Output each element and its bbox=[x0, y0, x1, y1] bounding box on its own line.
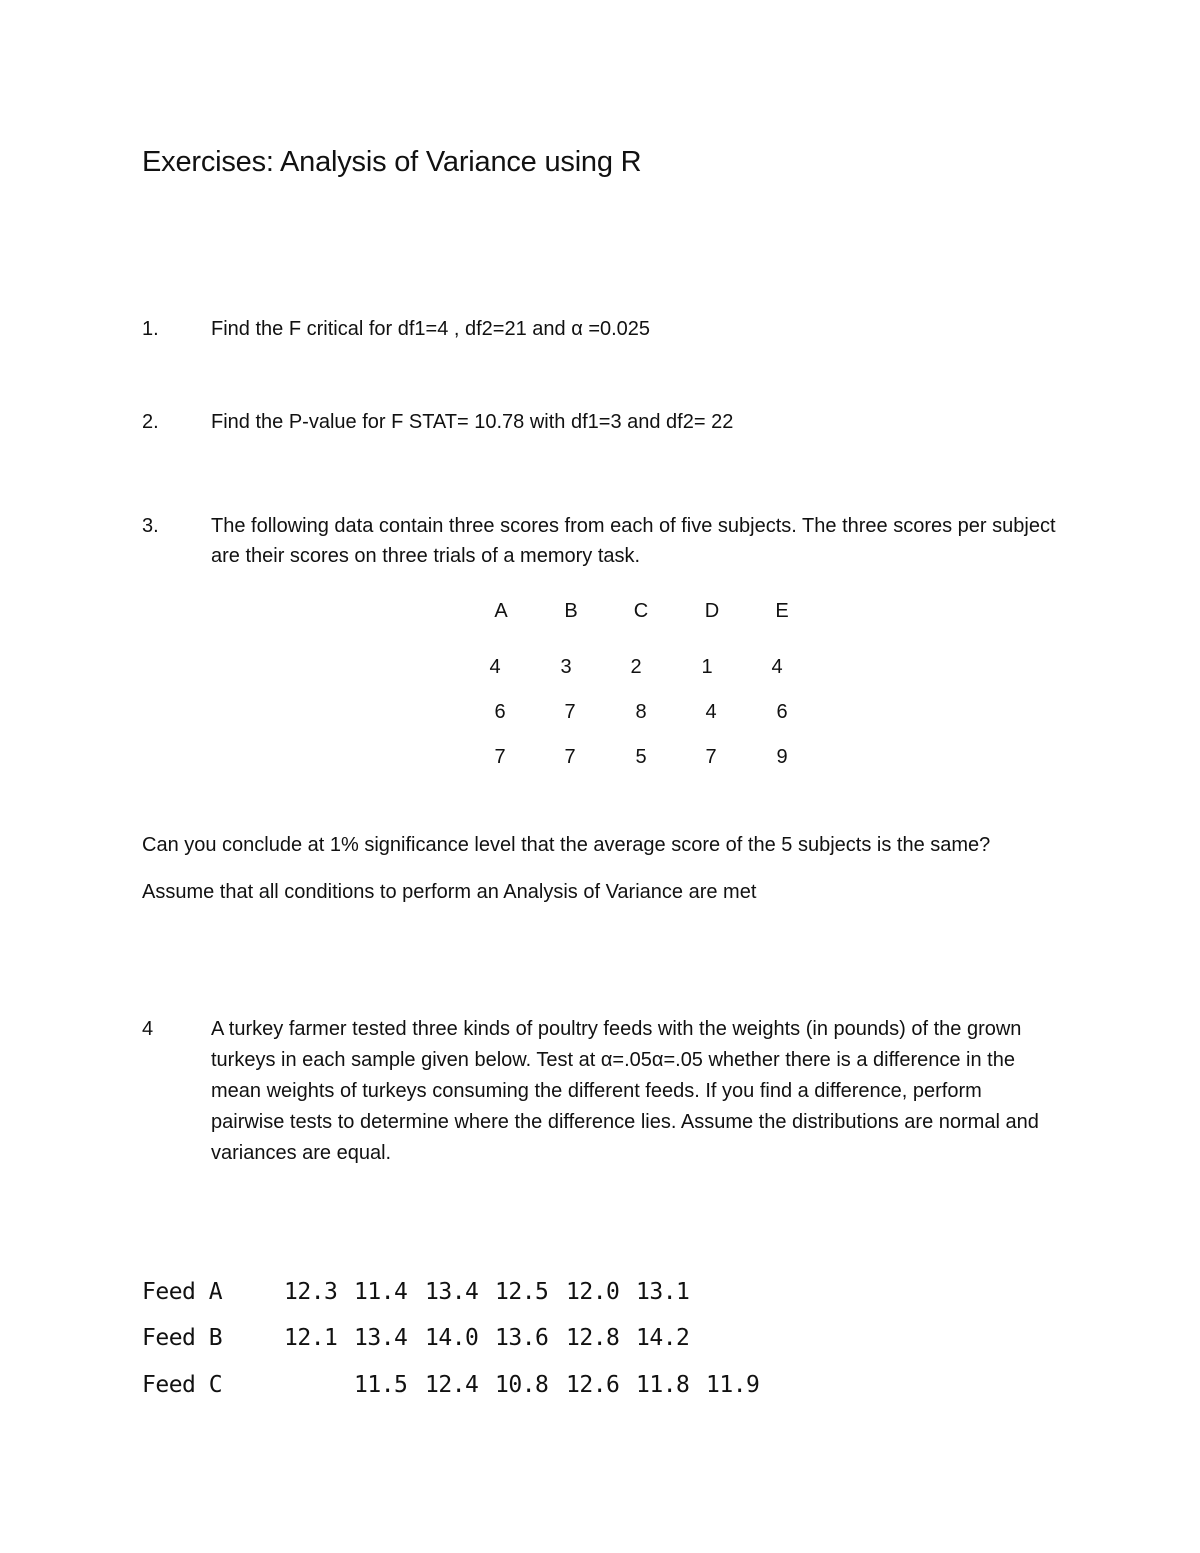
feed-value: 12.3 bbox=[284, 1279, 338, 1305]
question-2-text: Find the P-value for F STAT= 10.78 with df1=3 and df2= 22 bbox=[211, 411, 734, 433]
question-2-number: 2. bbox=[142, 411, 159, 433]
feed-value: 12.4 bbox=[425, 1372, 479, 1398]
table-cell: 2 bbox=[630, 656, 642, 678]
feed-c-label: Feed C bbox=[142, 1372, 223, 1398]
table-cell: 8 bbox=[635, 701, 647, 723]
feed-value: 11.9 bbox=[706, 1372, 760, 1398]
table-cell: 9 bbox=[776, 746, 788, 768]
feed-value: 12.8 bbox=[566, 1325, 620, 1351]
question-3-text: The following data contain three scores from each of five subjects. The three scores per subject are their scores on three trials of a memory task. bbox=[211, 515, 1056, 567]
table-header: B bbox=[564, 600, 578, 622]
table-cell: 7 bbox=[564, 746, 576, 768]
table-header: D bbox=[704, 600, 720, 622]
question-3-prompt: Can you conclude at 1% significance level that the average score of the 5 subjects is the same? bbox=[142, 834, 991, 856]
feed-value: 11.8 bbox=[636, 1372, 690, 1398]
feed-value: 12.6 bbox=[566, 1372, 620, 1398]
feed-value: 11.4 bbox=[354, 1279, 408, 1305]
table-cell: 4 bbox=[771, 656, 783, 678]
table-cell: 5 bbox=[635, 746, 647, 768]
table-cell: 4 bbox=[705, 701, 717, 723]
feed-value: 13.1 bbox=[636, 1279, 690, 1305]
table-cell: 7 bbox=[564, 701, 576, 723]
table-cell: 4 bbox=[489, 656, 501, 678]
feed-a-label: Feed A bbox=[142, 1279, 223, 1305]
feed-value: 12.1 bbox=[284, 1325, 338, 1351]
table-header: C bbox=[633, 600, 649, 622]
question-3-number: 3. bbox=[142, 515, 159, 537]
question-3-assumption: Assume that all conditions to perform an Analysis of Variance are met bbox=[142, 881, 757, 903]
page-title: Exercises: Analysis of Variance using R bbox=[142, 146, 642, 178]
table-cell: 3 bbox=[560, 656, 572, 678]
feed-value: 11.5 bbox=[354, 1372, 408, 1398]
table-cell: 6 bbox=[494, 701, 506, 723]
feed-value: 13.4 bbox=[354, 1325, 408, 1351]
feed-value: 12.0 bbox=[566, 1279, 620, 1305]
feed-value: 13.6 bbox=[495, 1325, 549, 1351]
table-cell: 1 bbox=[701, 656, 713, 678]
question-1-number: 1. bbox=[142, 318, 159, 340]
table-header: E bbox=[775, 600, 789, 622]
feed-value: 10.8 bbox=[495, 1372, 549, 1398]
feed-value: 12.5 bbox=[495, 1279, 549, 1305]
question-1-text: Find the F critical for df1=4 , df2=21 and α =0.025 bbox=[211, 318, 651, 340]
table-cell: 7 bbox=[705, 746, 717, 768]
question-4-text: A turkey farmer tested three kinds of poultry feeds with the weights (in pounds) of the grown turkeys in each sample given below. Test at α=.05α=.05 whether there is a difference in the mean weights of turkeys consuming the different feeds. If you find a difference, perform pairwise tests to determine where the difference lies. Assume the distributions are normal and variances are equal. bbox=[211, 1018, 1039, 1164]
feed-value: 14.2 bbox=[636, 1325, 690, 1351]
table-header: A bbox=[494, 600, 508, 622]
table-cell: 7 bbox=[494, 746, 506, 768]
table-cell: 6 bbox=[776, 701, 788, 723]
feed-value: 14.0 bbox=[425, 1325, 479, 1351]
feed-value: 13.4 bbox=[425, 1279, 479, 1305]
question-4-number: 4 bbox=[142, 1018, 154, 1040]
feed-b-label: Feed B bbox=[142, 1325, 223, 1351]
